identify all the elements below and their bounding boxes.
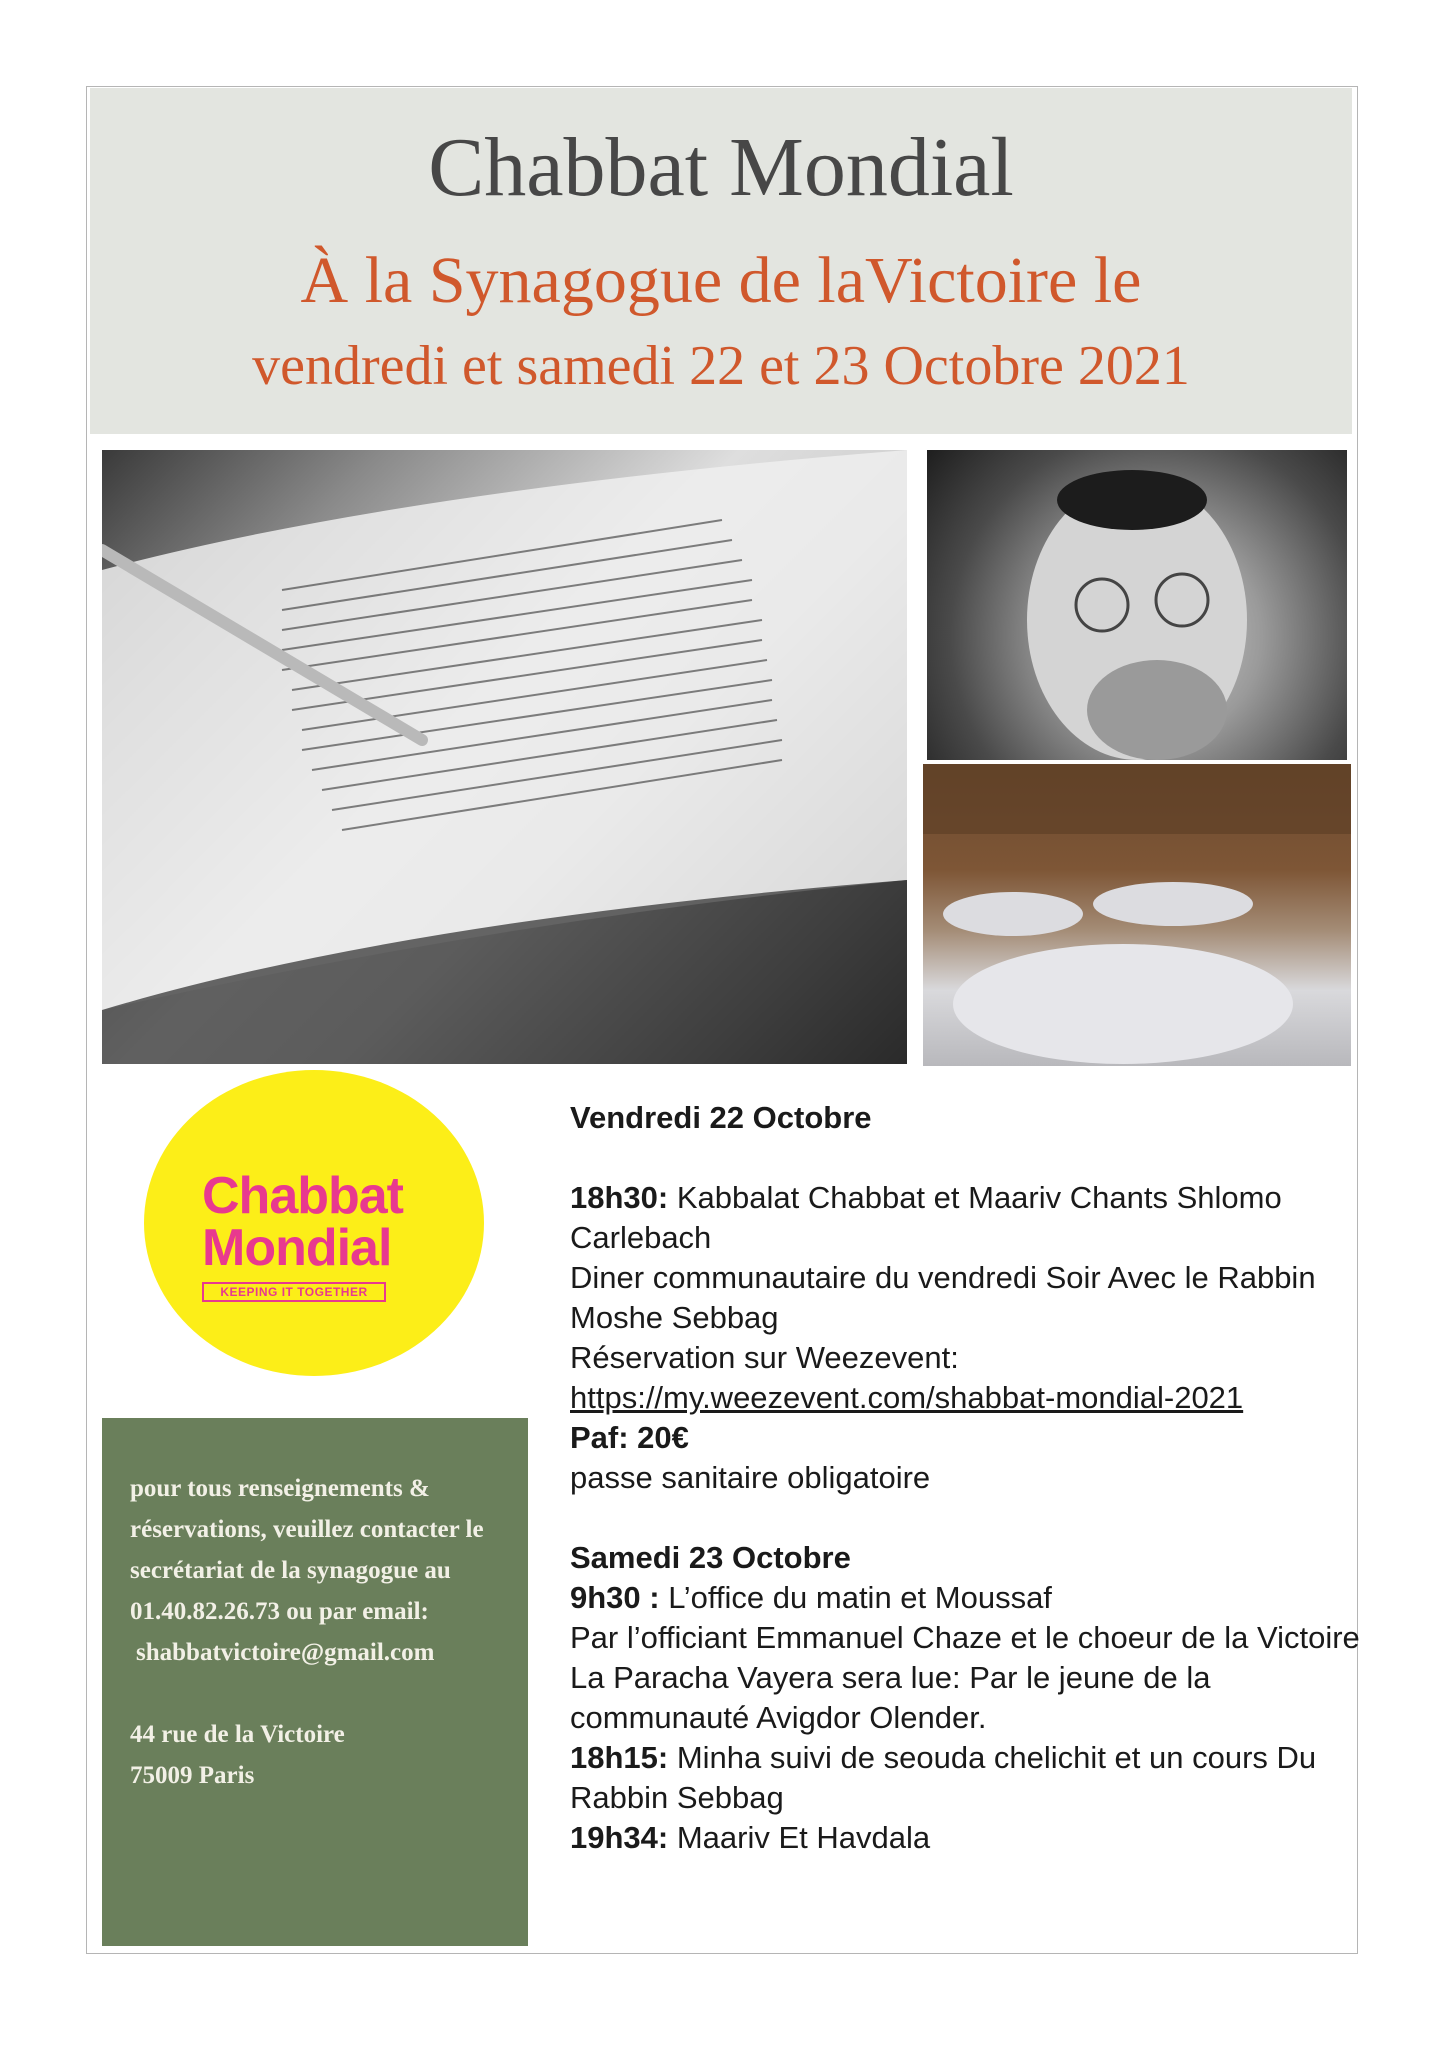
- program-schedule: [570, 1098, 1360, 1858]
- friday-event-1: [570, 1178, 1360, 1258]
- saturday-event-3: [570, 1818, 1360, 1858]
- poster-header: [90, 88, 1352, 434]
- saturday-officiant: Par l’officiant Emmanuel Chaze et le choeur de la Victoire: [570, 1620, 1360, 1655]
- logo-text-line1: Chabbat: [202, 1167, 403, 1225]
- contact-email[interactable]: shabbatvictoire@gmail.com: [136, 1639, 435, 1666]
- friday-pass: passe sanitaire obligatoire: [570, 1460, 931, 1495]
- saturday-event-2: [570, 1738, 1360, 1818]
- dining-hall-photo: [923, 764, 1351, 1066]
- rabbi-portrait-photo: [927, 450, 1347, 760]
- friday-dinner: Diner communautaire du vendredi Soir Avec le Rabbin Moshe Sebbag: [570, 1260, 1316, 1335]
- contact-street: 44 rue de la Victoire: [130, 1721, 345, 1748]
- saturday-time-1: 9h30 :: [570, 1580, 660, 1615]
- friday-reservation: Réservation sur Weezevent:: [570, 1340, 959, 1375]
- friday-price: Paf: 20€: [570, 1420, 689, 1455]
- torah-scroll-photo: [102, 450, 907, 1064]
- friday-event-1-text: Kabbalat Chabbat et Maariv Chants Shlomo Carlebach: [570, 1180, 1282, 1255]
- saturday-event-1-text: L’office du matin et Moussaf: [659, 1580, 1052, 1615]
- saturday-event-3-text: Maariv Et Havdala: [668, 1820, 931, 1855]
- saturday-time-2: 18h15:: [570, 1740, 669, 1775]
- poster-dateline: vendredi et samedi 22 et 23 Octobre 2021: [252, 335, 1190, 397]
- dining-hall-illustration: [923, 764, 1351, 1066]
- logo-text-line2: Mondial: [202, 1219, 392, 1277]
- saturday-paracha: La Paracha Vayera sera lue: Par le jeune de la communauté Avigdor Olender.: [570, 1660, 1211, 1735]
- contact-box: [102, 1418, 528, 1946]
- saturday-heading: Samedi 23 Octobre: [570, 1540, 851, 1575]
- saturday-event-1: [570, 1578, 1360, 1618]
- contact-intro: pour tous renseignements & réservations, veuillez contacter le secrétariat de la synagogue au 01.40.82.26.73 ou par email:: [130, 1475, 484, 1625]
- torah-scroll-illustration: [102, 450, 907, 1064]
- friday-heading: Vendredi 22 Octobre: [570, 1100, 872, 1135]
- rabbi-portrait-illustration: [927, 450, 1347, 760]
- poster-title: Chabbat Mondial: [428, 121, 1014, 214]
- saturday-time-3: 19h34:: [570, 1820, 669, 1855]
- poster-subtitle: À la Synagogue de laVictoire le: [300, 244, 1142, 317]
- weezevent-link[interactable]: https://my.weezevent.com/shabbat-mondial-2021: [570, 1380, 1244, 1415]
- logo-tagline: KEEPING IT TOGETHER: [202, 1282, 386, 1302]
- saturday-event-2-text: Minha suivi de seouda chelichit et un cours Du Rabbin Sebbag: [570, 1740, 1317, 1815]
- contact-city: 75009 Paris: [130, 1762, 255, 1789]
- friday-time-1: 18h30:: [570, 1180, 669, 1215]
